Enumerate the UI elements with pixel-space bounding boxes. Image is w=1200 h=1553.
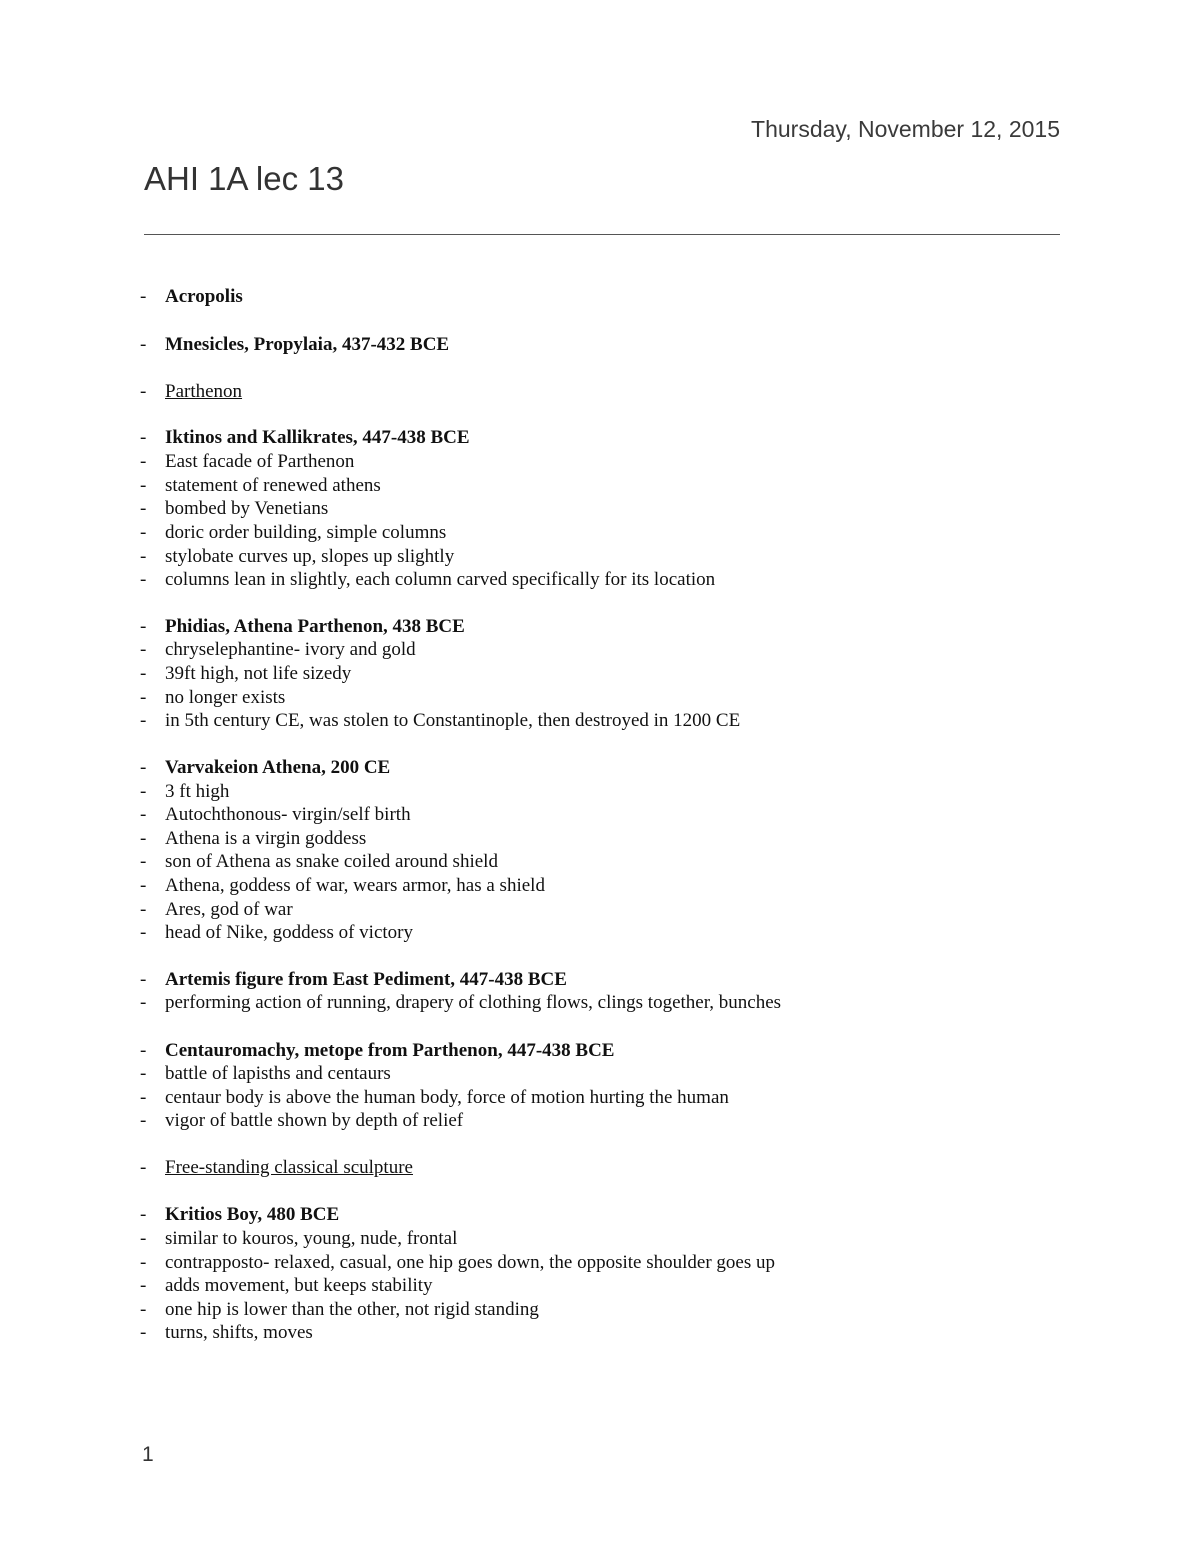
bullet-dash: - <box>140 616 147 637</box>
note-text: Autochthonous- virgin/self birth <box>165 804 411 825</box>
bullet-dash: - <box>140 663 147 684</box>
note-text: similar to kouros, young, nude, frontal <box>165 1228 458 1249</box>
bullet-dash: - <box>140 498 147 519</box>
bullet-dash: - <box>140 1275 147 1296</box>
bullet-dash: - <box>140 1157 147 1178</box>
note-text: statement of renewed athens <box>165 475 381 496</box>
bullet-dash: - <box>140 1204 147 1225</box>
note-text: Iktinos and Kallikrates, 447-438 BCE <box>165 427 470 448</box>
bullet-dash: - <box>140 781 147 802</box>
bullet-dash: - <box>140 828 147 849</box>
date-header: Thursday, November 12, 2015 <box>751 116 1060 142</box>
bullet-dash: - <box>140 546 147 567</box>
bullet-dash: - <box>140 1063 147 1084</box>
note-text: Parthenon <box>165 381 243 402</box>
bullet-dash: - <box>140 922 147 943</box>
note-text: columns lean in slightly, each column carved specifically for its location <box>165 569 716 590</box>
bullet-dash: - <box>140 804 147 825</box>
note-text: centaur body is above the human body, force of motion hurting the human <box>165 1087 729 1108</box>
note-text: stylobate curves up, slopes up slightly <box>165 546 455 567</box>
note-text: doric order building, simple columns <box>165 522 447 543</box>
note-text: Athena is a virgin goddess <box>165 828 367 849</box>
bullet-dash: - <box>140 687 147 708</box>
note-text: Acropolis <box>165 286 243 307</box>
note-text: head of Nike, goddess of victory <box>165 922 413 943</box>
page-title: AHI 1A lec 13 <box>144 160 344 197</box>
note-text: adds movement, but keeps stability <box>165 1275 433 1296</box>
note-text: Centauromachy, metope from Parthenon, 447-438 BCE <box>165 1040 615 1061</box>
note-text: Varvakeion Athena, 200 CE <box>165 757 391 778</box>
bullet-dash: - <box>140 381 147 402</box>
bullet-dash: - <box>140 1322 147 1343</box>
page-number: 1 <box>142 1443 154 1466</box>
bullet-dash: - <box>140 1299 147 1320</box>
bullet-dash: - <box>140 639 147 660</box>
bullet-dash: - <box>140 851 147 872</box>
note-text: contrapposto- relaxed, casual, one hip goes down, the opposite shoulder goes up <box>165 1252 775 1273</box>
note-text: Artemis figure from East Pediment, 447-438 BCE <box>165 969 567 990</box>
note-text: Phidias, Athena Parthenon, 438 BCE <box>165 616 465 637</box>
note-text: East facade of Parthenon <box>165 451 355 472</box>
note-text: no longer exists <box>165 687 286 708</box>
note-text: 3 ft high <box>165 781 230 802</box>
bullet-dash: - <box>140 522 147 543</box>
bullet-dash: - <box>140 757 147 778</box>
note-text: Ares, god of war <box>165 899 293 920</box>
note-text: turns, shifts, moves <box>165 1322 313 1343</box>
note-text: 39ft high, not life sizedy <box>165 663 352 684</box>
bullet-dash: - <box>140 1087 147 1108</box>
bullet-dash: - <box>140 1110 147 1131</box>
bullet-dash: - <box>140 451 147 472</box>
bullet-dash: - <box>140 1040 147 1061</box>
bullet-dash: - <box>140 427 147 448</box>
bullet-dash: - <box>140 569 147 590</box>
note-text: battle of lapisths and centaurs <box>165 1063 391 1084</box>
note-text: bombed by Venetians <box>165 498 329 519</box>
bullet-dash: - <box>140 992 147 1013</box>
note-text: Athena, goddess of war, wears armor, has a shield <box>165 875 545 896</box>
bullet-dash: - <box>140 1228 147 1249</box>
note-text: Kritios Boy, 480 BCE <box>165 1204 340 1225</box>
bullet-dash: - <box>140 899 147 920</box>
note-text: one hip is lower than the other, not rigid standing <box>165 1299 539 1320</box>
bullet-dash: - <box>140 334 147 355</box>
note-text: vigor of battle shown by depth of relief <box>165 1110 464 1131</box>
note-text: Mnesicles, Propylaia, 437-432 BCE <box>165 334 450 355</box>
bullet-dash: - <box>140 875 147 896</box>
note-text: in 5th century CE, was stolen to Constantinople, then destroyed in 1200 CE <box>165 710 741 731</box>
note-text: son of Athena as snake coiled around shield <box>165 851 498 872</box>
title-divider <box>144 234 1060 235</box>
note-text: performing action of running, drapery of clothing flows, clings together, bunches <box>165 992 782 1013</box>
bullet-dash: - <box>140 969 147 990</box>
bullet-dash: - <box>140 475 147 496</box>
bullet-dash: - <box>140 286 147 307</box>
bullet-dash: - <box>140 1252 147 1273</box>
note-text: Free-standing classical sculpture <box>165 1157 413 1178</box>
bullet-dash: - <box>140 710 147 731</box>
note-text: chryselephantine- ivory and gold <box>165 639 416 660</box>
